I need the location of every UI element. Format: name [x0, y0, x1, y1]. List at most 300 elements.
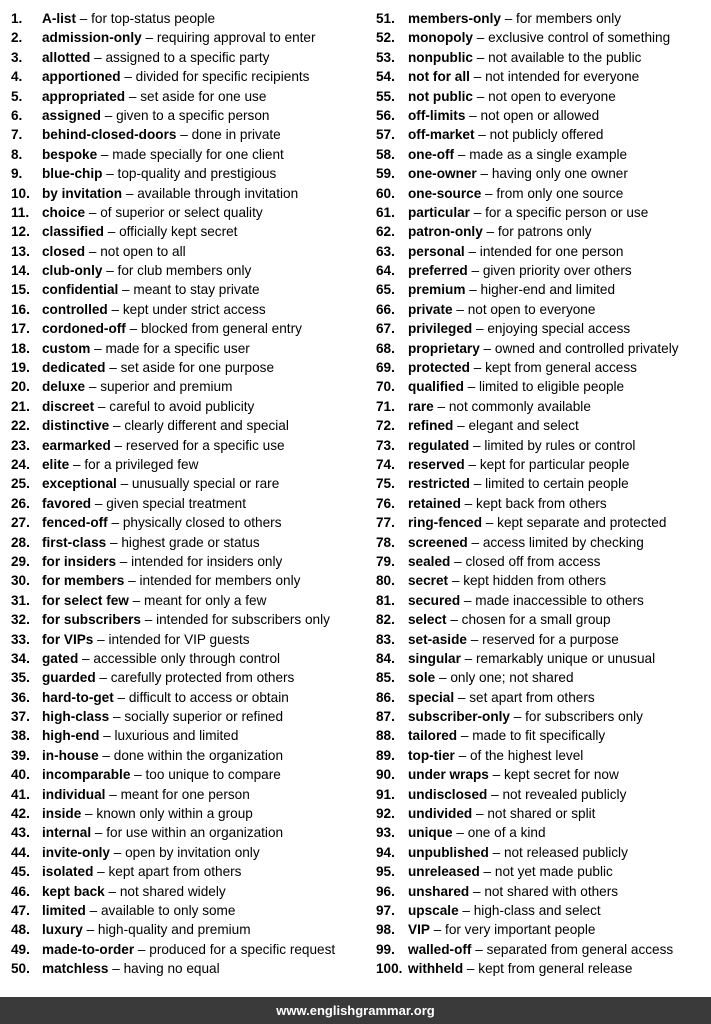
item-word: unreleased — [408, 864, 480, 880]
item-separator: – — [469, 883, 485, 899]
item-number: 11. — [11, 204, 30, 220]
item-definition: socially superior or refined — [124, 709, 284, 725]
item-separator: – — [460, 592, 476, 608]
item-definition: clearly different and special — [124, 418, 289, 434]
list-item — [11, 319, 366, 338]
item-definition: higher-end and limited — [480, 282, 616, 298]
item-separator: – — [481, 185, 497, 201]
item-word: behind-closed-doors — [42, 127, 177, 143]
list-item — [376, 571, 706, 590]
list-item — [11, 145, 366, 164]
item-definition: officially kept secret — [119, 224, 238, 240]
item-separator: – — [97, 146, 113, 162]
item-separator: – — [454, 747, 470, 763]
list-item — [376, 610, 706, 629]
item-separator: – — [458, 902, 474, 918]
item-definition: for club members only — [117, 263, 252, 279]
item-definition: kept under strict access — [122, 301, 266, 317]
item-definition: given priority over others — [482, 263, 632, 279]
item-separator: – — [99, 728, 115, 744]
item-definition: made to fit specifically — [472, 728, 606, 744]
list-item — [376, 319, 706, 338]
item-word: one-off — [408, 146, 455, 162]
list-item — [11, 707, 366, 726]
item-definition: luxurious and limited — [114, 728, 239, 744]
item-separator: – — [107, 515, 123, 531]
item-separator: – — [472, 49, 489, 65]
item-number: 95. — [376, 864, 395, 880]
list-item — [11, 261, 366, 280]
item-word: set-aside — [408, 631, 467, 647]
item-definition: kept hidden from others — [463, 573, 607, 589]
list-item — [376, 48, 706, 67]
item-number: 85. — [376, 670, 395, 686]
item-number: 13. — [11, 243, 30, 259]
item-word: restricted — [408, 476, 470, 492]
item-word: exceptional — [42, 476, 117, 492]
list-item — [11, 688, 366, 707]
list-item — [11, 48, 366, 67]
item-definition: not released publicly — [503, 844, 628, 860]
list-item — [11, 242, 366, 261]
item-definition: produced for a specific request — [149, 941, 336, 957]
list-item — [376, 242, 706, 261]
item-definition: elegant and select — [468, 418, 579, 434]
item-separator: – — [482, 515, 498, 531]
item-definition: known only within a group — [96, 806, 253, 822]
list-item — [376, 862, 706, 881]
item-definition: intended for members only — [139, 573, 301, 589]
item-separator: – — [75, 11, 92, 26]
list-item — [11, 785, 366, 804]
item-word: first-class — [42, 534, 107, 550]
list-item — [11, 591, 366, 610]
item-word: tailored — [408, 728, 458, 744]
item-word: kept back — [42, 883, 105, 899]
item-separator: – — [91, 825, 107, 841]
item-word: nonpublic — [408, 49, 473, 65]
list-item — [11, 610, 366, 629]
item-definition: for patrons only — [497, 224, 592, 240]
item-word: dedicated — [42, 360, 106, 376]
item-separator: – — [116, 553, 132, 569]
list-item — [11, 455, 366, 474]
item-separator: – — [457, 728, 473, 744]
item-definition: closed off from access — [465, 553, 601, 569]
item-word: top-tier — [408, 747, 455, 763]
item-separator: – — [109, 709, 125, 725]
item-word: custom — [42, 340, 91, 356]
item-definition: owned and controlled privately — [494, 340, 679, 356]
item-separator: – — [450, 553, 466, 569]
item-separator: – — [471, 941, 487, 957]
item-definition: meant for one person — [120, 786, 250, 802]
item-separator: – — [125, 321, 141, 337]
item-word: retained — [408, 495, 461, 511]
list-item — [376, 920, 706, 939]
item-word: confidential — [42, 282, 119, 298]
item-word: elite — [42, 456, 70, 472]
item-number: 7. — [11, 127, 23, 143]
item-number: 21. — [11, 398, 30, 414]
list-item — [11, 630, 366, 649]
item-definition: not open or allowed — [480, 107, 600, 123]
list-item — [376, 164, 706, 183]
item-number: 30. — [11, 573, 30, 589]
item-word: unshared — [408, 883, 470, 899]
item-separator: – — [474, 127, 490, 143]
item-separator: – — [479, 864, 495, 880]
item-separator: – — [125, 88, 141, 104]
item-number: 76. — [376, 495, 395, 511]
item-word: individual — [42, 786, 106, 802]
item-word: made-to-order — [42, 941, 135, 957]
item-definition: kept from general release — [478, 961, 633, 977]
item-separator: – — [85, 243, 101, 259]
list-item — [376, 668, 706, 687]
list-item — [11, 823, 366, 842]
item-definition: made as a single example — [469, 146, 628, 162]
item-separator: – — [467, 534, 483, 550]
item-definition: not shared or split — [487, 806, 596, 822]
item-definition: not shared with others — [484, 883, 619, 899]
item-word: off-limits — [408, 107, 466, 123]
item-word: appropriated — [42, 88, 126, 104]
item-separator: – — [469, 476, 486, 492]
item-definition: made inaccessible to others — [475, 592, 644, 608]
item-word: walled-off — [408, 941, 472, 957]
item-number: 62. — [376, 224, 395, 240]
item-number: 12. — [11, 224, 30, 240]
item-word: premium — [408, 282, 466, 298]
item-definition: enjoying special access — [487, 321, 631, 337]
item-word: distinctive — [42, 418, 110, 434]
list-item — [11, 416, 366, 435]
list-item — [11, 87, 366, 106]
list-item — [11, 474, 366, 493]
item-word: sealed — [408, 553, 451, 569]
item-definition: made specially for one client — [112, 146, 284, 162]
item-number: 34. — [11, 650, 30, 666]
item-separator: – — [102, 166, 118, 182]
item-separator: – — [463, 379, 480, 395]
list-item — [11, 901, 366, 920]
item-definition: physically closed to others — [122, 515, 282, 531]
item-word: for subscribers — [42, 612, 141, 628]
item-definition: for members only — [516, 11, 622, 26]
item-definition: kept from general access — [485, 360, 637, 376]
item-word: unique — [408, 825, 453, 841]
item-definition: given special treatment — [106, 495, 247, 511]
list-item — [376, 959, 706, 978]
item-separator: – — [452, 301, 468, 317]
item-separator: – — [81, 806, 97, 822]
item-number: 36. — [11, 689, 30, 705]
item-number: 68. — [376, 340, 395, 356]
item-number: 25. — [11, 476, 30, 492]
item-number: 69. — [376, 360, 395, 376]
item-separator: – — [105, 786, 121, 802]
item-word: refined — [408, 418, 454, 434]
item-word: fenced-off — [42, 515, 108, 531]
list-item — [376, 649, 706, 668]
item-word: A-list — [42, 11, 76, 26]
item-separator: – — [141, 30, 157, 46]
item-number: 55. — [376, 88, 395, 104]
item-word: classified — [42, 224, 104, 240]
item-definition: done in private — [191, 127, 281, 143]
item-number: 86. — [376, 689, 395, 705]
item-separator: – — [93, 864, 109, 880]
item-number: 67. — [376, 321, 395, 337]
list-item — [376, 882, 706, 901]
list-item — [11, 397, 366, 416]
item-separator: – — [464, 243, 480, 259]
item-number: 26. — [11, 495, 30, 511]
item-number: 45. — [11, 864, 30, 880]
item-number: 24. — [11, 456, 30, 472]
word-list-column-left — [11, 9, 366, 979]
list-item — [376, 300, 706, 319]
item-word: blue-chip — [42, 166, 103, 182]
item-separator: – — [82, 922, 98, 938]
item-word: off-market — [408, 127, 475, 143]
item-number: 49. — [11, 941, 30, 957]
item-definition: remarkably unique or unusual — [476, 650, 656, 666]
item-word: withheld — [408, 961, 464, 977]
item-number: 66. — [376, 301, 395, 317]
item-word: patron-only — [408, 224, 483, 240]
item-word: matchless — [42, 961, 109, 977]
item-word: apportioned — [42, 69, 121, 85]
item-word: screened — [408, 534, 468, 550]
item-definition: meant to stay private — [133, 282, 260, 298]
item-number: 4. — [11, 69, 23, 85]
item-separator: – — [446, 612, 462, 628]
item-separator: – — [509, 709, 526, 725]
item-number: 72. — [376, 418, 395, 434]
item-definition: chosen for a small group — [461, 612, 611, 628]
item-separator: – — [176, 127, 192, 143]
item-word: proprietary — [408, 340, 480, 356]
item-number: 65. — [376, 282, 395, 298]
list-item — [376, 533, 706, 552]
list-item — [11, 862, 366, 881]
item-separator: – — [124, 573, 140, 589]
item-definition: open by invitation only — [125, 844, 260, 860]
item-separator: – — [469, 204, 486, 220]
item-separator: – — [460, 650, 476, 666]
item-word: not public — [408, 88, 473, 104]
item-separator: – — [106, 534, 122, 550]
item-number: 52. — [376, 30, 395, 46]
item-number: 48. — [11, 922, 30, 938]
item-separator: – — [104, 883, 120, 899]
item-word: secret — [408, 573, 449, 589]
item-separator: – — [500, 11, 517, 26]
item-word: cordoned-off — [42, 321, 126, 337]
item-definition: carefully protected from others — [110, 670, 295, 686]
item-definition: set apart from others — [469, 689, 595, 705]
item-separator: – — [109, 418, 125, 434]
item-word: not for all — [408, 69, 470, 85]
item-separator: – — [472, 30, 489, 46]
item-separator: – — [69, 456, 85, 472]
item-word: limited — [42, 902, 86, 918]
item-definition: top-quality and prestigious — [117, 166, 277, 182]
list-item — [11, 804, 366, 823]
item-word: particular — [408, 204, 470, 220]
item-word: special — [408, 689, 455, 705]
list-item — [376, 436, 706, 455]
list-item — [376, 416, 706, 435]
list-item — [11, 339, 366, 358]
item-word: for insiders — [42, 553, 117, 569]
item-separator: – — [98, 747, 114, 763]
item-word: isolated — [42, 864, 94, 880]
item-number: 61. — [376, 204, 395, 220]
item-separator: – — [78, 650, 94, 666]
item-word: admission-only — [42, 30, 142, 46]
item-number: 58. — [376, 146, 395, 162]
item-separator: – — [472, 88, 489, 104]
item-definition: of the highest level — [469, 747, 584, 763]
item-separator: – — [465, 282, 481, 298]
list-item — [376, 377, 706, 396]
item-number: 35. — [11, 670, 30, 686]
item-separator: – — [108, 961, 124, 977]
item-definition: having no equal — [123, 961, 220, 977]
item-number: 81. — [376, 592, 395, 608]
item-definition: not shared widely — [119, 883, 226, 899]
item-definition: intended for VIP guests — [108, 631, 250, 647]
item-number: 89. — [376, 747, 395, 763]
item-definition: highest grade or status — [121, 534, 260, 550]
item-separator: – — [113, 689, 129, 705]
item-word: protected — [408, 360, 470, 376]
item-number: 43. — [11, 825, 30, 841]
item-definition: kept apart from others — [108, 864, 242, 880]
list-item — [11, 920, 366, 939]
item-word: high-class — [42, 709, 110, 725]
item-separator: – — [100, 107, 117, 123]
item-number: 2. — [11, 30, 23, 46]
list-item — [376, 804, 706, 823]
item-word: rare — [408, 398, 434, 414]
item-definition: done within the organization — [113, 747, 284, 763]
list-item — [376, 222, 706, 241]
item-number: 29. — [11, 553, 30, 569]
item-number: 84. — [376, 650, 395, 666]
list-item — [376, 746, 706, 765]
item-separator: – — [469, 360, 486, 376]
item-word: guarded — [42, 670, 96, 686]
item-separator: – — [464, 456, 480, 472]
item-word: gated — [42, 650, 79, 666]
item-number: 82. — [376, 612, 395, 628]
item-number: 1. — [11, 11, 23, 26]
item-separator: – — [95, 670, 111, 686]
item-number: 99. — [376, 941, 395, 957]
item-separator: – — [118, 282, 134, 298]
item-separator: – — [488, 844, 504, 860]
list-item — [11, 280, 366, 299]
item-number: 71. — [376, 398, 395, 414]
item-word: luxury — [42, 922, 83, 938]
list-item — [11, 882, 366, 901]
list-item — [376, 552, 706, 571]
item-separator: – — [433, 398, 449, 414]
item-number: 53. — [376, 49, 395, 65]
item-number: 91. — [376, 786, 395, 802]
list-item — [376, 494, 706, 513]
item-separator: – — [130, 767, 146, 783]
item-number: 51. — [376, 11, 395, 26]
item-word: controlled — [42, 301, 108, 317]
item-number: 73. — [376, 437, 395, 453]
item-separator: – — [85, 902, 101, 918]
item-number: 78. — [376, 534, 395, 550]
item-definition: one of a kind — [467, 825, 546, 841]
item-definition: only one; not shared — [450, 670, 574, 686]
list-item — [11, 222, 366, 241]
item-definition: high-quality and premium — [97, 922, 251, 938]
item-separator: – — [472, 806, 488, 822]
item-word: invite-only — [42, 844, 110, 860]
item-separator: – — [90, 340, 106, 356]
item-word: regulated — [408, 437, 470, 453]
item-separator: – — [109, 844, 126, 860]
list-item — [376, 67, 706, 86]
item-number: 40. — [11, 767, 30, 783]
item-word: favored — [42, 495, 92, 511]
item-definition: limited to eligible people — [479, 379, 625, 395]
list-item — [11, 533, 366, 552]
item-definition: superior and premium — [100, 379, 233, 395]
item-number: 5. — [11, 88, 23, 104]
item-word: members-only — [408, 11, 501, 26]
list-item — [376, 125, 706, 144]
list-item — [11, 28, 366, 47]
item-separator: – — [85, 204, 101, 220]
list-item — [376, 280, 706, 299]
item-word: assigned — [42, 107, 101, 123]
item-number: 97. — [376, 902, 395, 918]
item-definition: not publicly offered — [489, 127, 604, 143]
item-number: 88. — [376, 728, 395, 744]
item-separator: – — [94, 398, 110, 414]
item-definition: reserved for a specific use — [125, 437, 285, 453]
item-word: select — [408, 612, 447, 628]
item-separator: – — [472, 321, 488, 337]
item-number: 44. — [11, 844, 30, 860]
list-item — [376, 513, 706, 532]
footer-site-link[interactable]: www.englishgrammar.org — [276, 1003, 435, 1018]
item-number: 39. — [11, 747, 30, 763]
item-number: 90. — [376, 767, 395, 783]
item-number: 41. — [11, 786, 30, 802]
item-number: 23. — [11, 437, 30, 453]
item-word: discreet — [42, 398, 95, 414]
item-definition: blocked from general entry — [140, 321, 302, 337]
word-list-column-right — [376, 9, 706, 979]
item-separator: – — [122, 185, 138, 201]
list-item — [11, 726, 366, 745]
item-definition: available to only some — [100, 902, 236, 918]
item-word: one-owner — [408, 166, 477, 182]
item-number: 83. — [376, 631, 395, 647]
list-item — [11, 125, 366, 144]
